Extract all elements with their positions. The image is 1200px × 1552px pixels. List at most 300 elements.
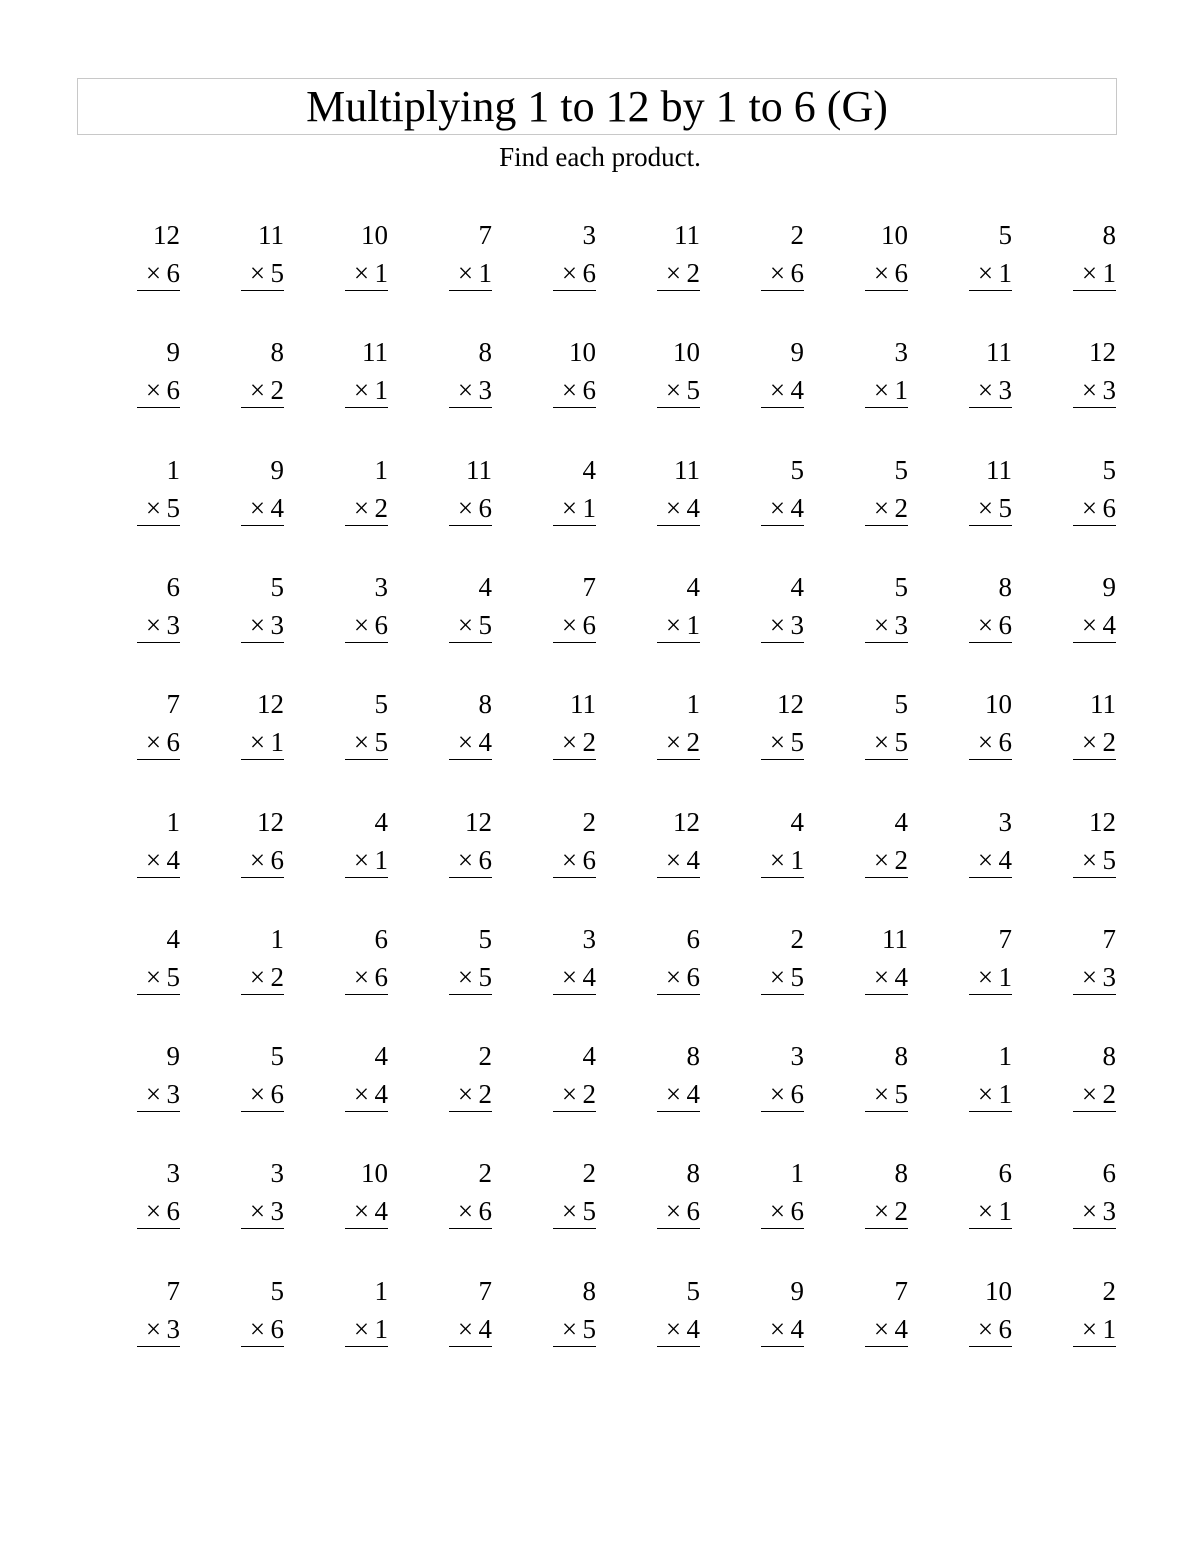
multiplicand: 1 [270, 923, 284, 954]
problem [432, 335, 492, 415]
problem [952, 922, 1012, 1002]
multiplicand: 4 [790, 806, 804, 837]
problem [952, 1156, 1012, 1236]
problem [328, 1039, 388, 1119]
multiplier: × 4 [449, 725, 492, 760]
multiplier: × 6 [969, 1312, 1012, 1347]
multiplicand: 10 [881, 220, 908, 250]
multiplier: × 2 [345, 491, 388, 526]
problem [1056, 218, 1116, 298]
multiplicand: 9 [790, 337, 804, 368]
multiplicand: 8 [478, 689, 492, 720]
multiplicand: 5 [270, 571, 284, 602]
multiplier: × 3 [449, 373, 492, 408]
problem [1056, 570, 1116, 650]
multiplier: × 6 [761, 1194, 804, 1229]
multiplier: × 5 [657, 373, 700, 408]
multiplier: × 3 [761, 608, 804, 643]
problem [848, 453, 908, 533]
problem [536, 1156, 596, 1236]
problem [1056, 687, 1116, 767]
problem [744, 570, 804, 650]
instructions: Find each product. [499, 142, 701, 172]
multiplier: × 6 [657, 1194, 700, 1229]
multiplier: × 6 [241, 1312, 284, 1347]
problem [120, 1039, 180, 1119]
multiplier: × 6 [241, 843, 284, 878]
multiplier: × 6 [553, 843, 596, 878]
multiplicand: 8 [894, 1041, 908, 1072]
problem [224, 218, 284, 298]
problem [536, 218, 596, 298]
multiplier: × 4 [657, 1312, 700, 1347]
problem [328, 570, 388, 650]
multiplier: × 2 [553, 725, 596, 760]
multiplicand: 11 [674, 454, 700, 485]
multiplicand: 8 [686, 1158, 700, 1189]
problem [432, 1274, 492, 1354]
multiplier: × 4 [449, 1312, 492, 1347]
multiplicand: 12 [257, 806, 284, 837]
problem [432, 922, 492, 1002]
multiplier: × 3 [1073, 1194, 1116, 1229]
multiplier: × 6 [345, 960, 388, 995]
multiplier: × 4 [657, 843, 700, 878]
multiplier: × 4 [657, 1077, 700, 1112]
multiplier: × 3 [137, 1312, 180, 1347]
multiplier: × 5 [865, 725, 908, 760]
problem [328, 805, 388, 885]
multiplier: × 4 [761, 373, 804, 408]
multiplicand: 3 [998, 806, 1012, 837]
multiplicand: 4 [582, 1041, 596, 1072]
multiplicand: 7 [1102, 923, 1116, 954]
multiplier: × 4 [865, 1312, 908, 1347]
multiplicand: 2 [478, 1158, 492, 1189]
multiplicand: 6 [686, 923, 700, 954]
multiplier: × 4 [345, 1194, 388, 1229]
multiplier: × 2 [241, 373, 284, 408]
multiplicand: 5 [998, 220, 1012, 250]
multiplier: × 6 [657, 960, 700, 995]
multiplier: × 2 [657, 725, 700, 760]
problem [120, 922, 180, 1002]
problem [952, 218, 1012, 298]
multiplicand: 2 [582, 806, 596, 837]
multiplicand: 8 [270, 337, 284, 368]
problem [328, 1274, 388, 1354]
multiplicand: 4 [374, 1041, 388, 1072]
multiplier: × 1 [969, 1194, 1012, 1229]
problem [224, 453, 284, 533]
multiplier: × 5 [241, 256, 284, 291]
multiplier: × 1 [553, 491, 596, 526]
multiplicand: 8 [1102, 1041, 1116, 1072]
multiplier: × 6 [449, 1194, 492, 1229]
multiplicand: 12 [1089, 806, 1116, 837]
multiplicand: 5 [894, 454, 908, 485]
multiplier: × 1 [761, 843, 804, 878]
problem [224, 687, 284, 767]
multiplier: × 5 [345, 725, 388, 760]
multiplier: × 6 [449, 491, 492, 526]
multiplicand: 9 [790, 1275, 804, 1306]
multiplicand: 8 [1102, 220, 1116, 250]
multiplicand: 8 [478, 337, 492, 368]
problem [224, 805, 284, 885]
multiplier: × 1 [1073, 256, 1116, 291]
problem [952, 335, 1012, 415]
multiplicand: 3 [166, 1158, 180, 1189]
problem [328, 1156, 388, 1236]
multiplier: × 3 [1073, 960, 1116, 995]
problem [1056, 453, 1116, 533]
multiplicand: 11 [466, 454, 492, 485]
multiplicand: 11 [258, 220, 284, 250]
multiplier: × 5 [969, 491, 1012, 526]
problem [744, 922, 804, 1002]
multiplicand: 2 [478, 1041, 492, 1072]
problem [848, 1156, 908, 1236]
multiplicand: 4 [478, 571, 492, 602]
problem [328, 453, 388, 533]
multiplicand: 1 [790, 1158, 804, 1189]
problem [744, 805, 804, 885]
problem [640, 1156, 700, 1236]
multiplicand: 2 [790, 220, 804, 250]
problem [640, 218, 700, 298]
multiplicand: 7 [478, 220, 492, 250]
multiplicand: 5 [790, 454, 804, 485]
problem [848, 1039, 908, 1119]
problem [848, 687, 908, 767]
problem [952, 805, 1012, 885]
multiplier: × 4 [553, 960, 596, 995]
multiplier: × 6 [969, 725, 1012, 760]
multiplier: × 4 [761, 491, 804, 526]
problem [432, 805, 492, 885]
multiplicand: 11 [570, 689, 596, 720]
problem [640, 687, 700, 767]
multiplicand: 12 [465, 806, 492, 837]
multiplier: × 6 [241, 1077, 284, 1112]
multiplicand: 2 [582, 1158, 596, 1189]
multiplicand: 9 [1102, 571, 1116, 602]
problem [952, 1039, 1012, 1119]
problem [1056, 1156, 1116, 1236]
problem [536, 570, 596, 650]
multiplicand: 5 [374, 689, 388, 720]
multiplicand: 12 [673, 806, 700, 837]
multiplier: × 1 [657, 608, 700, 643]
multiplier: × 6 [449, 843, 492, 878]
multiplier: × 1 [345, 373, 388, 408]
problem [432, 687, 492, 767]
problem [120, 805, 180, 885]
multiplier: × 4 [241, 491, 284, 526]
multiplier: × 2 [449, 1077, 492, 1112]
multiplicand: 3 [582, 220, 596, 250]
problem [432, 1156, 492, 1236]
multiplicand: 4 [894, 806, 908, 837]
multiplicand: 2 [1102, 1275, 1116, 1306]
multiplicand: 5 [894, 571, 908, 602]
multiplicand: 3 [894, 337, 908, 368]
problem [224, 1039, 284, 1119]
multiplicand: 12 [777, 689, 804, 720]
problem [952, 570, 1012, 650]
multiplicand: 7 [894, 1275, 908, 1306]
multiplicand: 3 [270, 1158, 284, 1189]
multiplier: × 2 [1073, 1077, 1116, 1112]
multiplier: × 4 [865, 960, 908, 995]
multiplier: × 5 [449, 608, 492, 643]
problem [640, 570, 700, 650]
problem [328, 922, 388, 1002]
multiplier: × 5 [137, 960, 180, 995]
multiplier: × 5 [761, 725, 804, 760]
multiplicand: 1 [166, 454, 180, 485]
problem [432, 453, 492, 533]
multiplier: × 5 [137, 491, 180, 526]
multiplicand: 1 [374, 454, 388, 485]
multiplier: × 1 [969, 1077, 1012, 1112]
multiplicand: 10 [569, 337, 596, 368]
multiplicand: 7 [166, 1275, 180, 1306]
multiplier: × 5 [449, 960, 492, 995]
multiplier: × 5 [553, 1312, 596, 1347]
multiplicand: 11 [362, 337, 388, 368]
problem [536, 922, 596, 1002]
multiplier: × 4 [761, 1312, 804, 1347]
problem [120, 1156, 180, 1236]
multiplicand: 8 [894, 1158, 908, 1189]
multiplicand: 11 [1090, 689, 1116, 720]
problem [328, 335, 388, 415]
multiplicand: 5 [270, 1275, 284, 1306]
multiplier: × 6 [553, 373, 596, 408]
multiplier: × 3 [1073, 373, 1116, 408]
problem [224, 922, 284, 1002]
multiplicand: 4 [374, 806, 388, 837]
multiplier: × 1 [345, 256, 388, 291]
multiplicand: 7 [998, 923, 1012, 954]
multiplier: × 3 [241, 1194, 284, 1229]
problem [432, 218, 492, 298]
multiplicand: 4 [790, 571, 804, 602]
multiplier: × 5 [553, 1194, 596, 1229]
multiplier: × 6 [553, 256, 596, 291]
problem [536, 335, 596, 415]
problem [536, 1274, 596, 1354]
multiplier: × 2 [241, 960, 284, 995]
multiplier: × 6 [137, 725, 180, 760]
multiplicand: 4 [166, 923, 180, 954]
multiplier: × 3 [137, 608, 180, 643]
multiplier: × 6 [345, 608, 388, 643]
multiplier: × 3 [241, 608, 284, 643]
multiplicand: 4 [582, 454, 596, 485]
multiplier: × 4 [657, 491, 700, 526]
problem [744, 453, 804, 533]
multiplicand: 3 [582, 923, 596, 954]
multiplicand: 6 [1102, 1158, 1116, 1189]
multiplier: × 5 [1073, 843, 1116, 878]
problem [640, 922, 700, 1002]
problem [640, 335, 700, 415]
problem [328, 218, 388, 298]
problem [224, 1274, 284, 1354]
multiplicand: 12 [257, 689, 284, 720]
multiplicand: 9 [270, 454, 284, 485]
problem [952, 687, 1012, 767]
multiplier: × 4 [345, 1077, 388, 1112]
problem [224, 335, 284, 415]
problem [744, 1156, 804, 1236]
multiplicand: 4 [686, 571, 700, 602]
multiplicand: 1 [686, 689, 700, 720]
multiplicand: 6 [166, 571, 180, 602]
multiplicand: 5 [478, 923, 492, 954]
problem [848, 1274, 908, 1354]
problem [536, 453, 596, 533]
multiplicand: 11 [882, 923, 908, 954]
problem [848, 218, 908, 298]
multiplier: × 6 [137, 1194, 180, 1229]
multiplicand: 7 [582, 571, 596, 602]
multiplicand: 6 [998, 1158, 1012, 1189]
multiplicand: 11 [674, 220, 700, 250]
multiplier: × 2 [1073, 725, 1116, 760]
multiplier: × 4 [1073, 608, 1116, 643]
problem [848, 570, 908, 650]
problem [536, 1039, 596, 1119]
multiplicand: 11 [986, 337, 1012, 368]
multiplier: × 6 [553, 608, 596, 643]
multiplicand: 10 [985, 689, 1012, 720]
problem [120, 687, 180, 767]
problem [744, 687, 804, 767]
multiplicand: 10 [985, 1275, 1012, 1306]
multiplicand: 8 [582, 1275, 596, 1306]
multiplicand: 11 [986, 454, 1012, 485]
multiplier: × 6 [1073, 491, 1116, 526]
multiplicand: 12 [1089, 337, 1116, 368]
multiplier: × 4 [969, 843, 1012, 878]
multiplier: × 1 [449, 256, 492, 291]
multiplicand: 5 [894, 689, 908, 720]
multiplicand: 10 [361, 220, 388, 250]
problem [120, 1274, 180, 1354]
multiplier: × 6 [137, 373, 180, 408]
multiplier: × 3 [865, 608, 908, 643]
multiplicand: 1 [166, 806, 180, 837]
problem [640, 453, 700, 533]
multiplier: × 6 [761, 256, 804, 291]
problem [640, 1039, 700, 1119]
problem [952, 1274, 1012, 1354]
multiplicand: 8 [686, 1041, 700, 1072]
problem [744, 335, 804, 415]
problem [1056, 1274, 1116, 1354]
multiplier: × 1 [969, 256, 1012, 291]
multiplicand: 9 [166, 337, 180, 368]
problem [120, 570, 180, 650]
multiplicand: 1 [998, 1041, 1012, 1072]
problem [224, 570, 284, 650]
problem [432, 1039, 492, 1119]
problem [328, 687, 388, 767]
multiplier: × 5 [761, 960, 804, 995]
multiplier: × 2 [865, 491, 908, 526]
multiplier: × 3 [969, 373, 1012, 408]
multiplicand: 5 [1102, 454, 1116, 485]
problem [744, 1274, 804, 1354]
problem [848, 335, 908, 415]
multiplier: × 6 [969, 608, 1012, 643]
problem [120, 218, 180, 298]
problem [1056, 922, 1116, 1002]
problem [536, 805, 596, 885]
problem [744, 1039, 804, 1119]
multiplicand: 8 [998, 571, 1012, 602]
multiplier: × 1 [345, 843, 388, 878]
multiplier: × 1 [241, 725, 284, 760]
multiplier: × 6 [761, 1077, 804, 1112]
problem [848, 805, 908, 885]
multiplier: × 4 [137, 843, 180, 878]
multiplier: × 1 [1073, 1312, 1116, 1347]
page-title: Multiplying 1 to 12 by 1 to 6 (G) [306, 82, 888, 131]
problem [536, 687, 596, 767]
multiplier: × 5 [865, 1077, 908, 1112]
multiplicand: 12 [153, 220, 180, 250]
multiplier: × 2 [865, 843, 908, 878]
multiplicand: 5 [270, 1041, 284, 1072]
multiplicand: 7 [478, 1275, 492, 1306]
multiplicand: 10 [673, 337, 700, 368]
multiplier: × 1 [969, 960, 1012, 995]
multiplier: × 1 [345, 1312, 388, 1347]
problem [1056, 805, 1116, 885]
multiplicand: 3 [790, 1041, 804, 1072]
multiplicand: 6 [374, 923, 388, 954]
multiplicand: 10 [361, 1158, 388, 1189]
problem [640, 805, 700, 885]
problem [120, 335, 180, 415]
problem [224, 1156, 284, 1236]
multiplicand: 7 [166, 689, 180, 720]
problem [744, 218, 804, 298]
multiplier: × 6 [865, 256, 908, 291]
problem [432, 570, 492, 650]
problem [952, 453, 1012, 533]
problem [120, 453, 180, 533]
multiplier: × 2 [865, 1194, 908, 1229]
multiplicand: 1 [374, 1275, 388, 1306]
multiplicand: 2 [790, 923, 804, 954]
multiplier: × 3 [137, 1077, 180, 1112]
problem [1056, 1039, 1116, 1119]
problem [640, 1274, 700, 1354]
multiplier: × 6 [137, 256, 180, 291]
multiplier: × 2 [553, 1077, 596, 1112]
problem [848, 922, 908, 1002]
multiplicand: 9 [166, 1041, 180, 1072]
problem [1056, 335, 1116, 415]
multiplicand: 3 [374, 571, 388, 602]
multiplier: × 1 [865, 373, 908, 408]
